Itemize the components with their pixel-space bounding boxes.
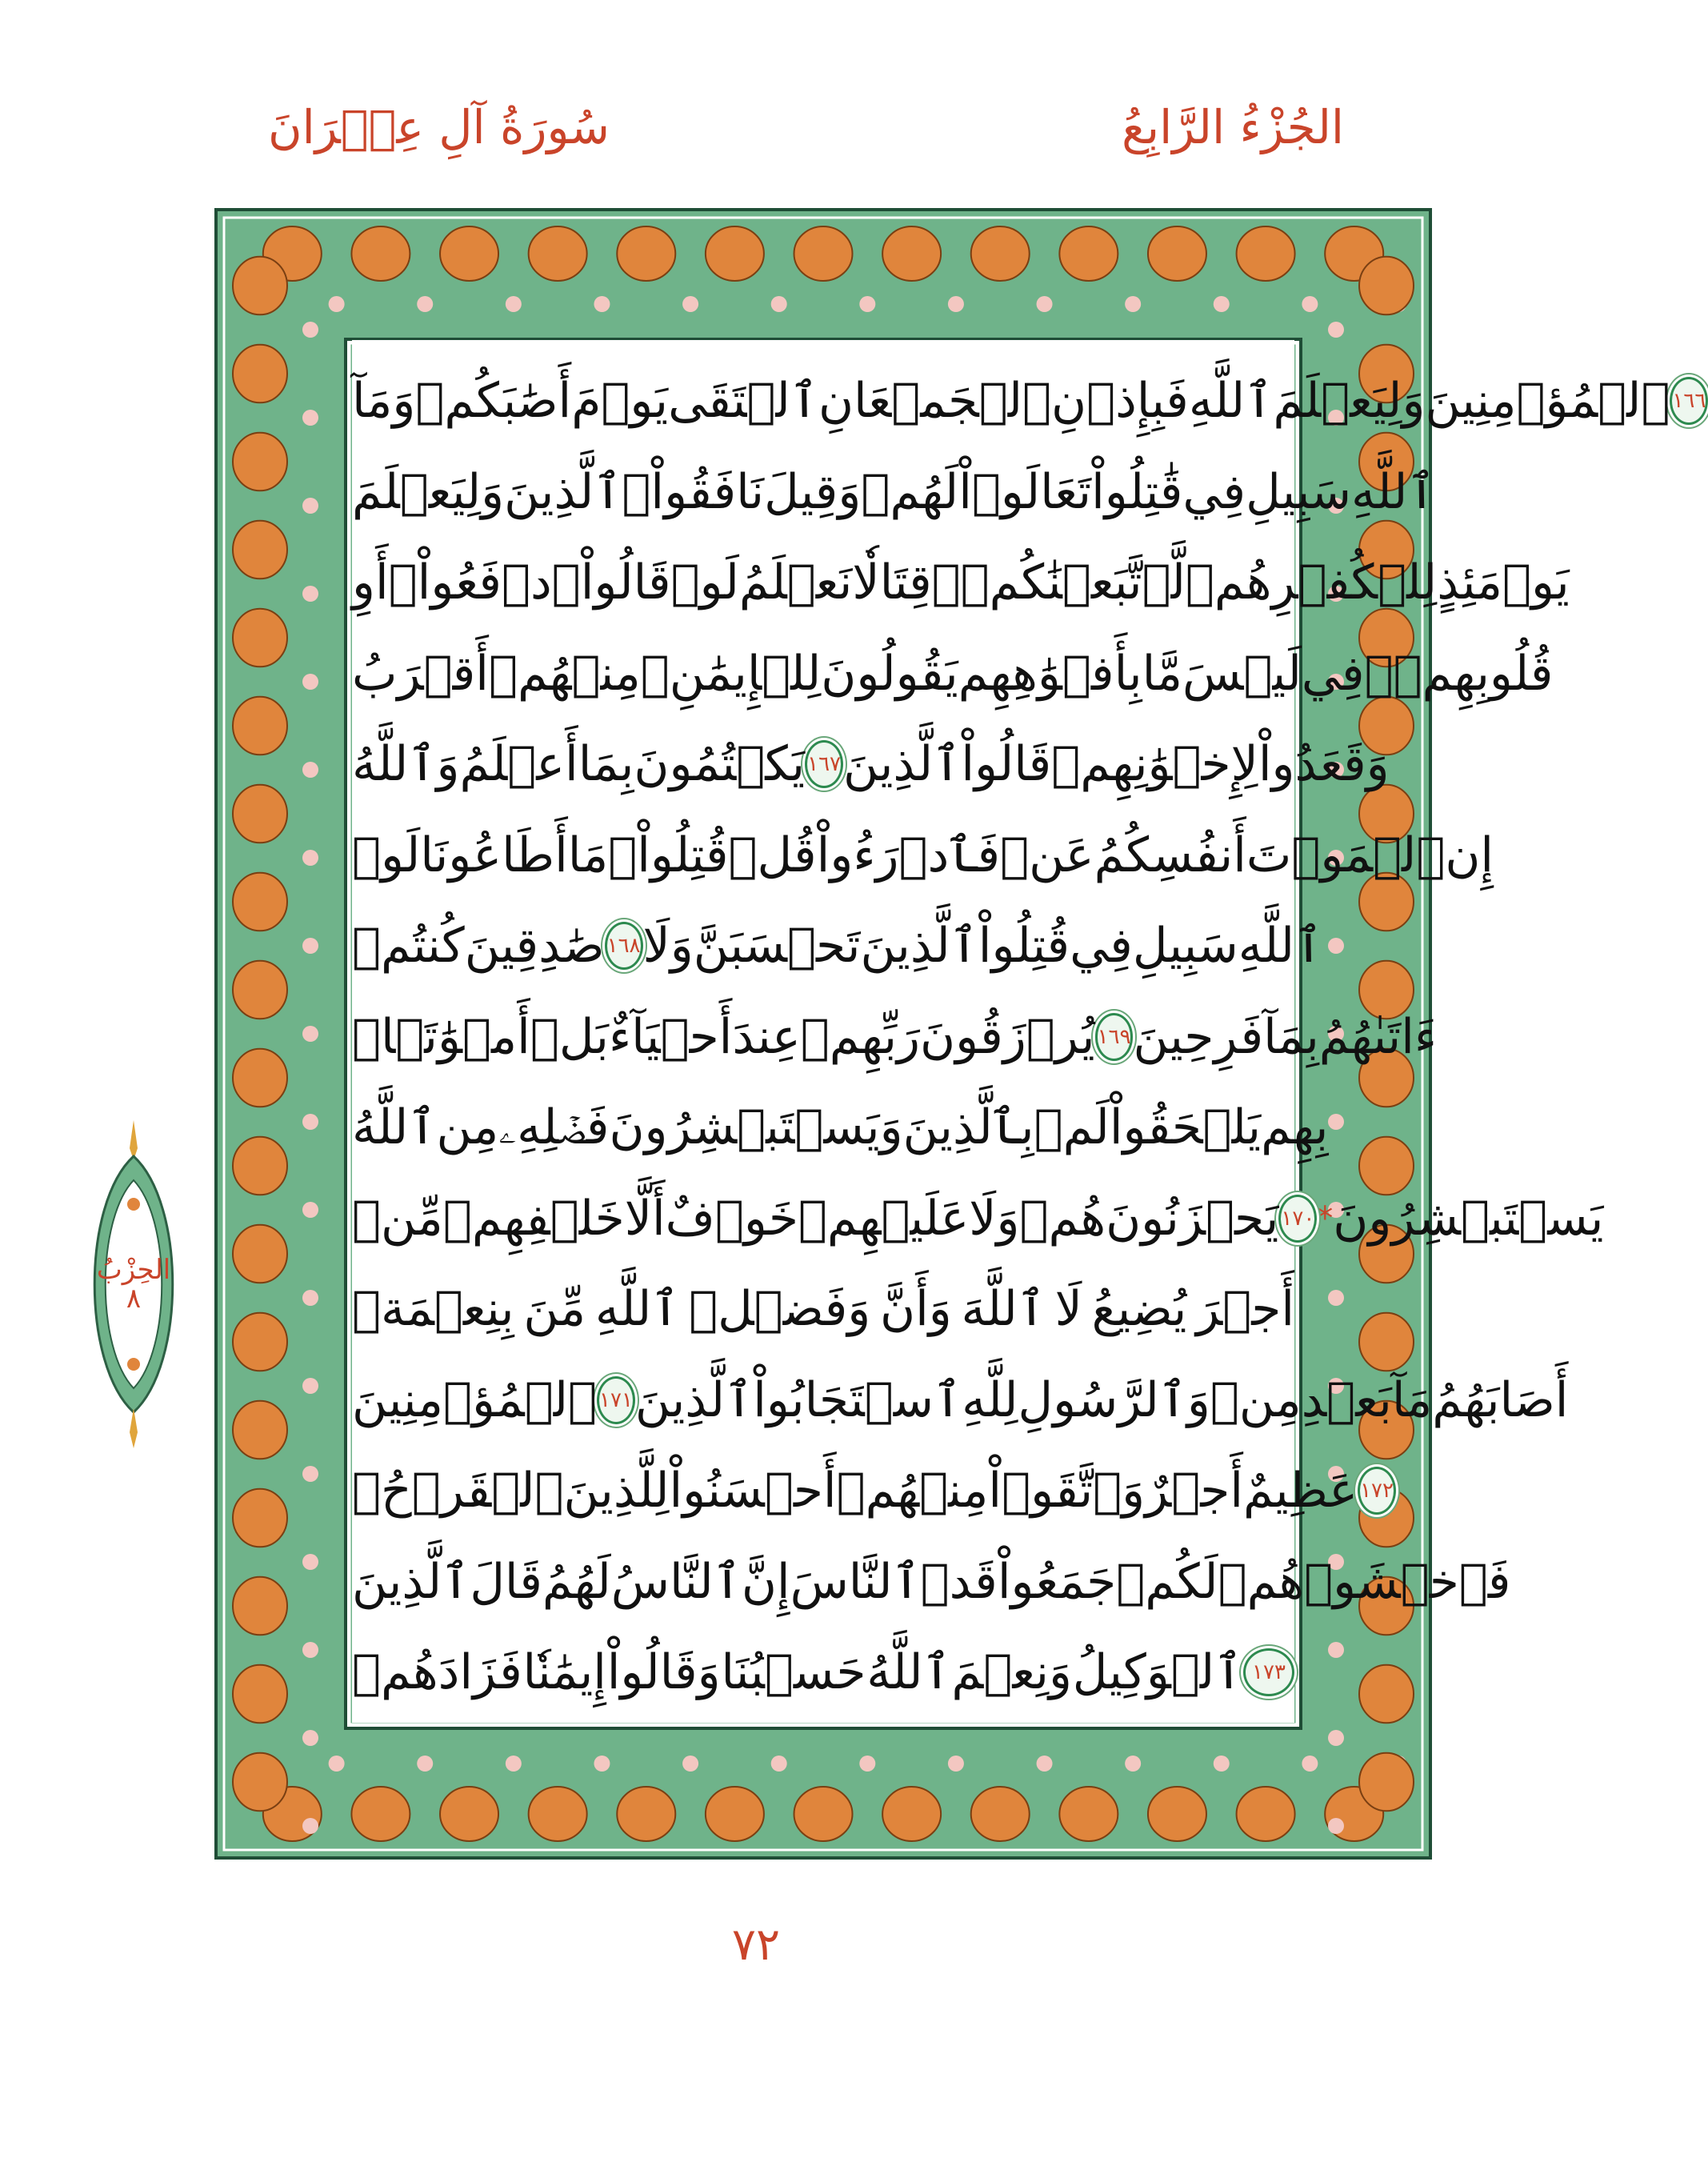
border-motif bbox=[794, 1787, 852, 1841]
word: أَقۡرَبُ bbox=[352, 645, 489, 702]
word: لَهُمۡ bbox=[861, 463, 959, 520]
word: أَوِ bbox=[352, 555, 389, 611]
word: سَبِيلِ bbox=[1246, 463, 1352, 520]
border-flower bbox=[1328, 1818, 1344, 1834]
word: قُلۡ bbox=[728, 827, 817, 883]
word: بَعۡدِ bbox=[1301, 1371, 1392, 1428]
border-motif bbox=[1359, 1665, 1414, 1724]
word: فَٱدۡرَءُواْ bbox=[816, 827, 1001, 883]
word: مَآ bbox=[1391, 1371, 1433, 1428]
word: إِيمَٰنٗا bbox=[522, 1644, 606, 1700]
border-flower bbox=[417, 296, 433, 312]
border-flower bbox=[302, 1202, 318, 1218]
word: تَحۡسَبَنَّ bbox=[693, 918, 861, 974]
border-motif bbox=[233, 1137, 287, 1195]
word: لِلۡإِيمَٰنِۚ bbox=[640, 645, 822, 702]
border-flower bbox=[1214, 296, 1230, 312]
border-flower bbox=[1328, 938, 1344, 954]
border-flower bbox=[302, 1114, 318, 1130]
border-motif bbox=[1359, 1137, 1414, 1195]
word: بِنِعۡمَةٖ bbox=[352, 1281, 514, 1337]
border-flower bbox=[302, 1378, 318, 1394]
word: لِلۡكُفۡرِ bbox=[1271, 555, 1438, 611]
word: أَمۡوَٰتَۢاۚ bbox=[352, 1008, 530, 1065]
word: وَلِيَعۡلَمَ bbox=[1273, 373, 1426, 429]
word: وَٱللَّهُ bbox=[352, 736, 460, 792]
word: لَوۡ bbox=[352, 827, 421, 883]
word: بِٱلَّذِينَ bbox=[902, 1099, 1034, 1155]
border-motif bbox=[233, 1577, 287, 1636]
word: ٱلۡمَوۡتَ bbox=[1246, 827, 1446, 883]
border-flower bbox=[594, 296, 610, 312]
ayah-number-marker: ١٧٢ bbox=[1358, 1467, 1396, 1515]
word: إِنَّ bbox=[741, 1553, 790, 1610]
border-flower bbox=[1037, 1756, 1053, 1772]
word: ٱلنَّاسُ bbox=[610, 1553, 742, 1610]
word: ٱللَّهِ bbox=[594, 1281, 680, 1337]
border-motif bbox=[617, 1787, 675, 1841]
border-flower bbox=[859, 296, 875, 312]
word: وَأَنَّ bbox=[880, 1281, 952, 1337]
border-flower bbox=[302, 322, 318, 338]
word: ٱلَّذِينَ bbox=[504, 463, 622, 520]
verse-line bbox=[352, 1357, 1569, 1443]
word: لَمۡ bbox=[1034, 1099, 1110, 1155]
word: يَكۡتُمُونَ bbox=[634, 736, 806, 792]
word: قُلُوبِهِمۡۚ bbox=[1364, 645, 1554, 702]
word: لَيۡسَ bbox=[1182, 645, 1302, 702]
border-motif bbox=[233, 1665, 287, 1724]
word: مَّا bbox=[1142, 645, 1183, 702]
word: ٱللَّهُ bbox=[866, 1644, 951, 1700]
border-flower bbox=[302, 938, 318, 954]
word: أَجۡرَ bbox=[1196, 1281, 1294, 1337]
border-motif bbox=[1359, 1313, 1414, 1371]
border-flower bbox=[1125, 296, 1141, 312]
verse-line bbox=[352, 1539, 1511, 1625]
border-motif bbox=[971, 1787, 1030, 1841]
verse-line bbox=[352, 721, 1390, 807]
verse-line bbox=[352, 994, 1438, 1080]
ayah-number-marker: ١٦٩ bbox=[1095, 1013, 1134, 1061]
border-motif bbox=[882, 1787, 941, 1841]
word: فَزَادَهُمۡ bbox=[352, 1644, 522, 1700]
border-motif bbox=[1059, 1787, 1118, 1841]
border-flower bbox=[859, 1756, 875, 1772]
word: فِي bbox=[1301, 645, 1365, 702]
word: ٱللَّهِ bbox=[1351, 463, 1436, 520]
border-flower bbox=[1214, 1756, 1230, 1772]
word: وَٱلرَّسُولِ bbox=[1018, 1371, 1210, 1428]
word: كُنتُمۡ bbox=[352, 918, 465, 974]
verse-line bbox=[352, 1084, 1329, 1171]
verse-line bbox=[352, 539, 1570, 626]
border-flower bbox=[302, 1026, 318, 1042]
word: فِي bbox=[1182, 463, 1246, 520]
word: مِّنَ bbox=[523, 1281, 586, 1337]
border-flower bbox=[682, 296, 698, 312]
border-motif bbox=[1359, 1753, 1414, 1812]
border-motif bbox=[351, 226, 410, 281]
border-motif bbox=[971, 226, 1030, 281]
word: لَهُمُ bbox=[542, 1553, 611, 1610]
word: وَٱتَّقَوۡاْ bbox=[988, 1463, 1146, 1519]
ayah-number-marker: ١٦٧ bbox=[805, 740, 843, 788]
verse-line bbox=[352, 812, 1494, 899]
border-motif bbox=[233, 1401, 287, 1459]
border-motif bbox=[233, 1489, 287, 1547]
border-motif bbox=[1148, 226, 1206, 281]
word: يَوۡمَئِذٍ bbox=[1437, 555, 1570, 611]
word: قَالُواْ bbox=[580, 555, 671, 611]
word: عَلَيۡهِمۡ bbox=[798, 1190, 970, 1247]
ayah-number-marker: ١٧٣ bbox=[1243, 1648, 1294, 1696]
word: يُضِيعُ bbox=[1091, 1281, 1187, 1337]
word: يَحۡزَنُونَ bbox=[1106, 1190, 1279, 1247]
border-motif bbox=[1237, 226, 1295, 281]
hizb-marker-icon: * bbox=[1317, 1199, 1334, 1237]
word: يُرۡزَقُونَ bbox=[920, 1008, 1095, 1065]
word: عِندَ bbox=[732, 1008, 801, 1065]
word: رَبِّهِمۡ bbox=[800, 1008, 921, 1065]
surah-title: سُورَةُ آلِ عِمۡرَانَ bbox=[268, 100, 610, 154]
word: وَقِيلَ bbox=[764, 463, 862, 520]
word: أَعۡلَمُ bbox=[459, 736, 578, 792]
border-flower bbox=[302, 498, 318, 514]
word: وَلَا bbox=[642, 918, 694, 974]
word: مِنۢ bbox=[1210, 1371, 1302, 1428]
word: قَالُواْ bbox=[961, 736, 1052, 792]
word: ٱلَّذِينَ bbox=[352, 1553, 470, 1610]
hizb-number: ٨ bbox=[126, 1282, 142, 1315]
word: ٱللَّهِ bbox=[1238, 918, 1323, 974]
border-motif bbox=[529, 1787, 587, 1841]
word: وَيَسۡتَبۡشِرُونَ bbox=[609, 1099, 903, 1155]
word: أَصَٰبَكُمۡ bbox=[415, 373, 572, 429]
word: ٱللَّهُ bbox=[352, 1099, 437, 1155]
verse-line bbox=[352, 1629, 1294, 1716]
border-flower bbox=[1125, 1756, 1141, 1772]
border-motif bbox=[233, 697, 287, 755]
word: تَعَالَوۡاْ bbox=[958, 463, 1092, 520]
word: هُمۡ bbox=[1185, 555, 1272, 611]
border-motif bbox=[440, 226, 498, 281]
border-motif bbox=[1148, 1787, 1206, 1841]
ayah-number-marker: ١٦٦ bbox=[1670, 377, 1708, 425]
text-panel bbox=[352, 340, 1706, 1723]
border-flower bbox=[506, 296, 522, 312]
border-motif bbox=[233, 873, 287, 931]
word: ٱسۡتَجَابُواْ bbox=[753, 1371, 962, 1428]
border-motif bbox=[706, 1787, 764, 1841]
word: فَضۡلِهِۦ bbox=[498, 1099, 610, 1155]
word: خَلۡفِهِمۡ bbox=[442, 1190, 625, 1247]
border-flower bbox=[329, 1756, 345, 1772]
border-motif bbox=[233, 961, 287, 1019]
border-motif bbox=[233, 1225, 287, 1283]
verse-line bbox=[352, 449, 1436, 535]
word: مِنۡهُمۡ bbox=[836, 1463, 989, 1519]
border-flower bbox=[302, 1466, 318, 1482]
hizb-label bbox=[74, 1256, 194, 1313]
word: يَقُولُونَ bbox=[821, 645, 958, 702]
word: صَٰدِقِينَ bbox=[464, 918, 605, 974]
verse-line bbox=[352, 358, 1706, 444]
word: قُتِلُواْ bbox=[978, 918, 1070, 974]
word: أَصَابَهُمُ bbox=[1432, 1371, 1569, 1428]
word: نَافَقُواْۚ bbox=[622, 463, 765, 520]
word: وَفَضۡلٖ bbox=[689, 1281, 871, 1337]
word: يَوۡمَ bbox=[571, 373, 669, 429]
word: أَحۡسَنُواْ bbox=[669, 1463, 837, 1519]
border-motif bbox=[233, 1753, 287, 1812]
border-flower bbox=[417, 1756, 433, 1772]
word: لَوۡ bbox=[670, 555, 739, 611]
word: ٱلَّذِينَ bbox=[634, 1371, 754, 1428]
border-motif bbox=[617, 226, 675, 281]
word: ٱلۡقَرۡحُۚ bbox=[352, 1463, 564, 1519]
word: عَظِيمٌ bbox=[1243, 1463, 1358, 1519]
word: وَمَآ bbox=[352, 373, 416, 429]
word: لِلَّذِينَ bbox=[563, 1463, 670, 1519]
word: ٱلَّذِينَ bbox=[843, 736, 962, 792]
border-motif bbox=[706, 226, 764, 281]
word: لَكُمۡ bbox=[1116, 1553, 1218, 1610]
word: فَٱخۡشَوۡهُمۡ bbox=[1218, 1553, 1511, 1610]
border-flower bbox=[302, 674, 318, 690]
word: أَنفُسِكُمُ bbox=[1094, 827, 1246, 883]
word: قَدۡ bbox=[920, 1553, 998, 1610]
word: قُتِلُواْۗ bbox=[608, 827, 729, 883]
border-flower bbox=[1328, 1642, 1344, 1658]
word: ءَاتَىٰهُمُ bbox=[1318, 1008, 1438, 1065]
border-motif bbox=[529, 226, 587, 281]
word: حَسۡبُنَا bbox=[721, 1644, 866, 1700]
word: لَا bbox=[1054, 1281, 1082, 1337]
border-flower bbox=[302, 850, 318, 866]
verse-line bbox=[352, 903, 1323, 989]
border-motif bbox=[233, 1313, 287, 1371]
word: قَٰتِلُواْ bbox=[1091, 463, 1183, 520]
word: بِأَفۡوَٰهِهِم bbox=[958, 645, 1142, 702]
ayah-number-marker: ١٧١ bbox=[597, 1376, 635, 1424]
word: ٱدۡفَعُواْۖ bbox=[388, 555, 581, 611]
word: لِلَّهِ bbox=[962, 1371, 1018, 1428]
border-flower bbox=[948, 296, 964, 312]
word: بَلۡ bbox=[530, 1008, 609, 1065]
word: يَسۡتَبۡشِرُونَ bbox=[1333, 1190, 1604, 1247]
word: ٱلۡتَقَى bbox=[668, 373, 818, 429]
border-flower bbox=[302, 586, 318, 602]
word: هُمۡ bbox=[1019, 1190, 1106, 1247]
word: قَالَ bbox=[470, 1553, 542, 1610]
word: ٱلۡجَمۡعَانِ bbox=[818, 373, 1051, 429]
word: نَعۡلَمُ bbox=[738, 555, 853, 611]
word: وَلِيَعۡلَمَ bbox=[352, 463, 505, 520]
border-flower bbox=[506, 1756, 522, 1772]
verse-line bbox=[352, 1447, 1394, 1534]
word: سَبِيلِ bbox=[1132, 918, 1238, 974]
word: بِهِم bbox=[1261, 1099, 1329, 1155]
hizb-medallion bbox=[74, 1116, 194, 1452]
border-flower bbox=[302, 1818, 318, 1834]
border-motif bbox=[794, 226, 852, 281]
word: أَلَّا bbox=[624, 1190, 666, 1247]
border-motif bbox=[1059, 226, 1118, 281]
border-flower bbox=[948, 1756, 964, 1772]
border-flower bbox=[1328, 1290, 1344, 1306]
word: جَمَعُواْ bbox=[997, 1553, 1117, 1610]
border-flower bbox=[1037, 296, 1053, 312]
border-flower bbox=[329, 296, 345, 312]
border-flower bbox=[771, 296, 787, 312]
word: أَطَاعُونَا bbox=[420, 827, 568, 883]
word: ٱلۡمُؤۡمِنِينَ bbox=[1425, 373, 1670, 429]
border-flower bbox=[302, 762, 318, 778]
border-flower bbox=[1328, 322, 1344, 338]
word: خَوۡفٌ bbox=[665, 1190, 798, 1247]
border-flower bbox=[302, 1290, 318, 1306]
border-motif bbox=[233, 785, 287, 843]
word: فِي bbox=[1070, 918, 1133, 974]
verse-line bbox=[352, 1266, 1294, 1352]
border-motif bbox=[351, 1787, 410, 1841]
border-flower bbox=[302, 1730, 318, 1746]
word: أَجۡرٌ bbox=[1145, 1463, 1243, 1519]
border-flower bbox=[1328, 1114, 1344, 1130]
border-flower bbox=[1328, 1730, 1344, 1746]
border-flower bbox=[594, 1756, 610, 1772]
word: ٱلۡمُؤۡمِنِينَ bbox=[352, 1371, 598, 1428]
border-motif bbox=[233, 521, 287, 579]
word: ٱللَّهِ bbox=[1188, 373, 1274, 429]
word: مَا bbox=[567, 827, 609, 883]
page-number: ٧٢ bbox=[731, 1919, 781, 1971]
word: فَرِحِينَ bbox=[1133, 1008, 1264, 1065]
juz-title: الجُزْءُ الرَّابِعُ bbox=[1122, 100, 1344, 154]
border-motif bbox=[1237, 1787, 1295, 1841]
word: مِّنۡ bbox=[352, 1190, 443, 1247]
word: لِإِخۡوَٰنِهِمۡ bbox=[1051, 736, 1258, 792]
word: بِمَا bbox=[578, 736, 634, 792]
border-motif bbox=[233, 257, 287, 315]
word: بِمَآ bbox=[1263, 1008, 1319, 1065]
border-flower bbox=[1302, 1756, 1318, 1772]
border-flower bbox=[771, 1756, 787, 1772]
word: يَلۡحَقُواْ bbox=[1109, 1099, 1262, 1155]
verse-line bbox=[352, 631, 1554, 717]
word: مِن bbox=[436, 1099, 499, 1155]
border-flower bbox=[302, 1554, 318, 1570]
word: ٱلۡوَكِيلُ bbox=[1072, 1644, 1243, 1700]
word: وَقَعَدُواْ bbox=[1258, 736, 1390, 792]
verse-line bbox=[352, 1175, 1604, 1262]
border-flower bbox=[302, 410, 318, 426]
word: فَبِإِذۡنِ bbox=[1051, 373, 1189, 429]
border-motif bbox=[440, 1787, 498, 1841]
word: وَنِعۡمَ bbox=[951, 1644, 1072, 1700]
border-flower bbox=[302, 1642, 318, 1658]
word: إِن bbox=[1445, 827, 1494, 883]
word: ٱللَّهَ bbox=[961, 1281, 1046, 1337]
word: أَحۡيَآءٌ bbox=[608, 1008, 733, 1065]
word: وَلَا bbox=[969, 1190, 1020, 1247]
border-flower bbox=[682, 1756, 698, 1772]
word: لَّٱتَّبَعۡنَٰكُمۡۗ bbox=[931, 555, 1186, 611]
border-motif bbox=[233, 345, 287, 403]
border-motif bbox=[233, 1049, 287, 1107]
border-flower bbox=[1302, 296, 1318, 312]
border-motif bbox=[233, 609, 287, 667]
border-motif bbox=[1359, 257, 1414, 315]
word: عَنۡ bbox=[1000, 827, 1094, 883]
ayah-number-marker: ١٦٨ bbox=[605, 922, 643, 970]
border-motif bbox=[882, 226, 941, 281]
word: قِتَالٗا bbox=[852, 555, 932, 611]
word: ٱلَّذِينَ bbox=[860, 918, 978, 974]
hizb-word: الحِزْبُ bbox=[96, 1254, 171, 1286]
word: وَقَالُواْ bbox=[606, 1644, 721, 1700]
border-motif bbox=[233, 433, 287, 491]
word: مِنۡهُمۡ bbox=[488, 645, 641, 702]
word: ٱلنَّاسَ bbox=[790, 1553, 921, 1610]
ayah-number-marker: ١٧٠ bbox=[1278, 1195, 1317, 1243]
